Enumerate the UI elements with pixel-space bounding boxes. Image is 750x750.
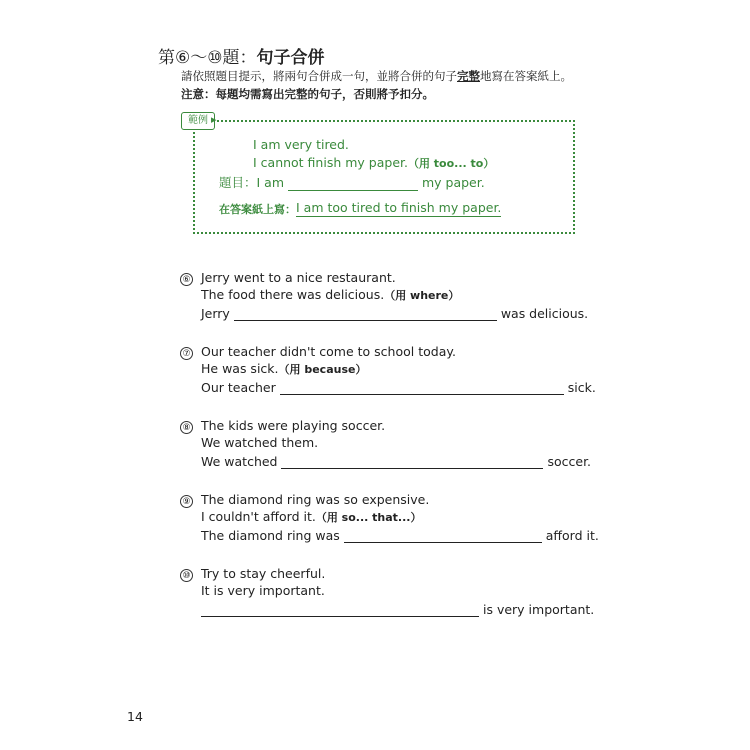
question-number: ⑧ bbox=[180, 421, 193, 434]
question-8-line-1 bbox=[180, 418, 385, 434]
question-6-line-1 bbox=[180, 270, 396, 286]
question-10-line-1 bbox=[180, 566, 325, 582]
question-9-answer-row bbox=[201, 528, 599, 543]
page-number: 14 bbox=[127, 709, 143, 724]
answer-start: The diamond ring was bbox=[201, 528, 340, 543]
instruction-emphasis: 完整 bbox=[457, 69, 480, 83]
question-text: Our teacher didn't come to school today. bbox=[200, 344, 456, 359]
note: 注意：每題均需寫出完整的句子，否則將予扣分。 bbox=[181, 87, 434, 101]
question-number: ⑥ bbox=[180, 273, 193, 286]
section-title bbox=[158, 43, 324, 68]
question-number: ⑩ bbox=[180, 569, 193, 582]
answer-end: soccer. bbox=[547, 454, 592, 469]
answer-blank-line bbox=[280, 394, 564, 395]
answer-start: Jerry bbox=[201, 306, 230, 321]
question-8-answer-row bbox=[201, 454, 591, 469]
question-9-line-2 bbox=[201, 509, 421, 525]
example-blank-line bbox=[288, 190, 418, 191]
example-hint: （用 too... to） bbox=[407, 157, 495, 170]
question-7-line-1 bbox=[180, 344, 456, 360]
answer-start: Our teacher bbox=[201, 380, 276, 395]
question-6-line-2 bbox=[201, 287, 459, 303]
question-text: The diamond ring was so expensive. bbox=[200, 492, 430, 507]
answer-end: was delicious. bbox=[500, 306, 589, 321]
question-9-line-1 bbox=[180, 492, 429, 508]
example-prompt-end: my paper. bbox=[421, 175, 485, 190]
question-number: ⑨ bbox=[180, 495, 193, 508]
title-topic: 句子合併 bbox=[256, 48, 325, 68]
title-prefix: 第⑥～⑩題： bbox=[158, 48, 257, 68]
answer-blank-line bbox=[344, 542, 542, 543]
example-prompt-label: 題目： bbox=[219, 175, 257, 190]
question-number: ⑦ bbox=[180, 347, 193, 360]
question-10-line-2 bbox=[201, 583, 325, 598]
instructions bbox=[181, 68, 572, 84]
question-hint: （用 where） bbox=[384, 289, 460, 302]
question-8-line-2 bbox=[201, 435, 318, 450]
question-text: The kids were playing soccer. bbox=[200, 418, 386, 433]
example-arrow-icon: ▸ bbox=[211, 113, 217, 126]
answer-end: is very important. bbox=[482, 602, 595, 617]
answer-blank-line bbox=[281, 468, 543, 469]
example-answer bbox=[219, 200, 501, 217]
question-hint: （用 because） bbox=[278, 363, 367, 376]
example-prompt bbox=[219, 173, 485, 191]
example-tag: 範例 bbox=[181, 112, 215, 130]
question-text: We watched them. bbox=[201, 435, 319, 450]
answer-end: afford it. bbox=[545, 528, 599, 543]
answer-end: sick. bbox=[567, 380, 596, 395]
question-7-answer-row bbox=[201, 380, 596, 395]
question-text: He was sick. bbox=[201, 361, 279, 376]
instruction-text-after: 地寫在答案紙上。 bbox=[480, 69, 572, 83]
question-6-answer-row bbox=[201, 306, 588, 321]
example-line-1: I am very tired. bbox=[253, 137, 349, 152]
example-answer-text: I am too tired to finish my paper. bbox=[296, 200, 502, 215]
answer-start: We watched bbox=[201, 454, 278, 469]
question-text: I couldn't afford it. bbox=[201, 509, 316, 524]
question-text: Try to stay cheerful. bbox=[200, 566, 326, 581]
answer-blank-line bbox=[234, 320, 497, 321]
question-hint: （用 so... that...） bbox=[315, 511, 422, 524]
question-text: It is very important. bbox=[201, 583, 325, 598]
answer-blank-line bbox=[201, 616, 479, 617]
question-7-line-2 bbox=[201, 361, 366, 377]
question-10-answer-row bbox=[201, 602, 594, 617]
example-line-2-text: I cannot finish my paper. bbox=[253, 155, 408, 170]
example-answer-label: 在答案紙上寫： bbox=[219, 203, 296, 216]
question-text: Jerry went to a nice restaurant. bbox=[200, 270, 396, 285]
example-line-2 bbox=[253, 155, 494, 171]
example-prompt-start: I am bbox=[256, 175, 285, 190]
instruction-text-before: 請依照題目提示，將兩句合併成一句，並將合併的句子 bbox=[181, 69, 457, 83]
question-text: The food there was delicious. bbox=[201, 287, 385, 302]
